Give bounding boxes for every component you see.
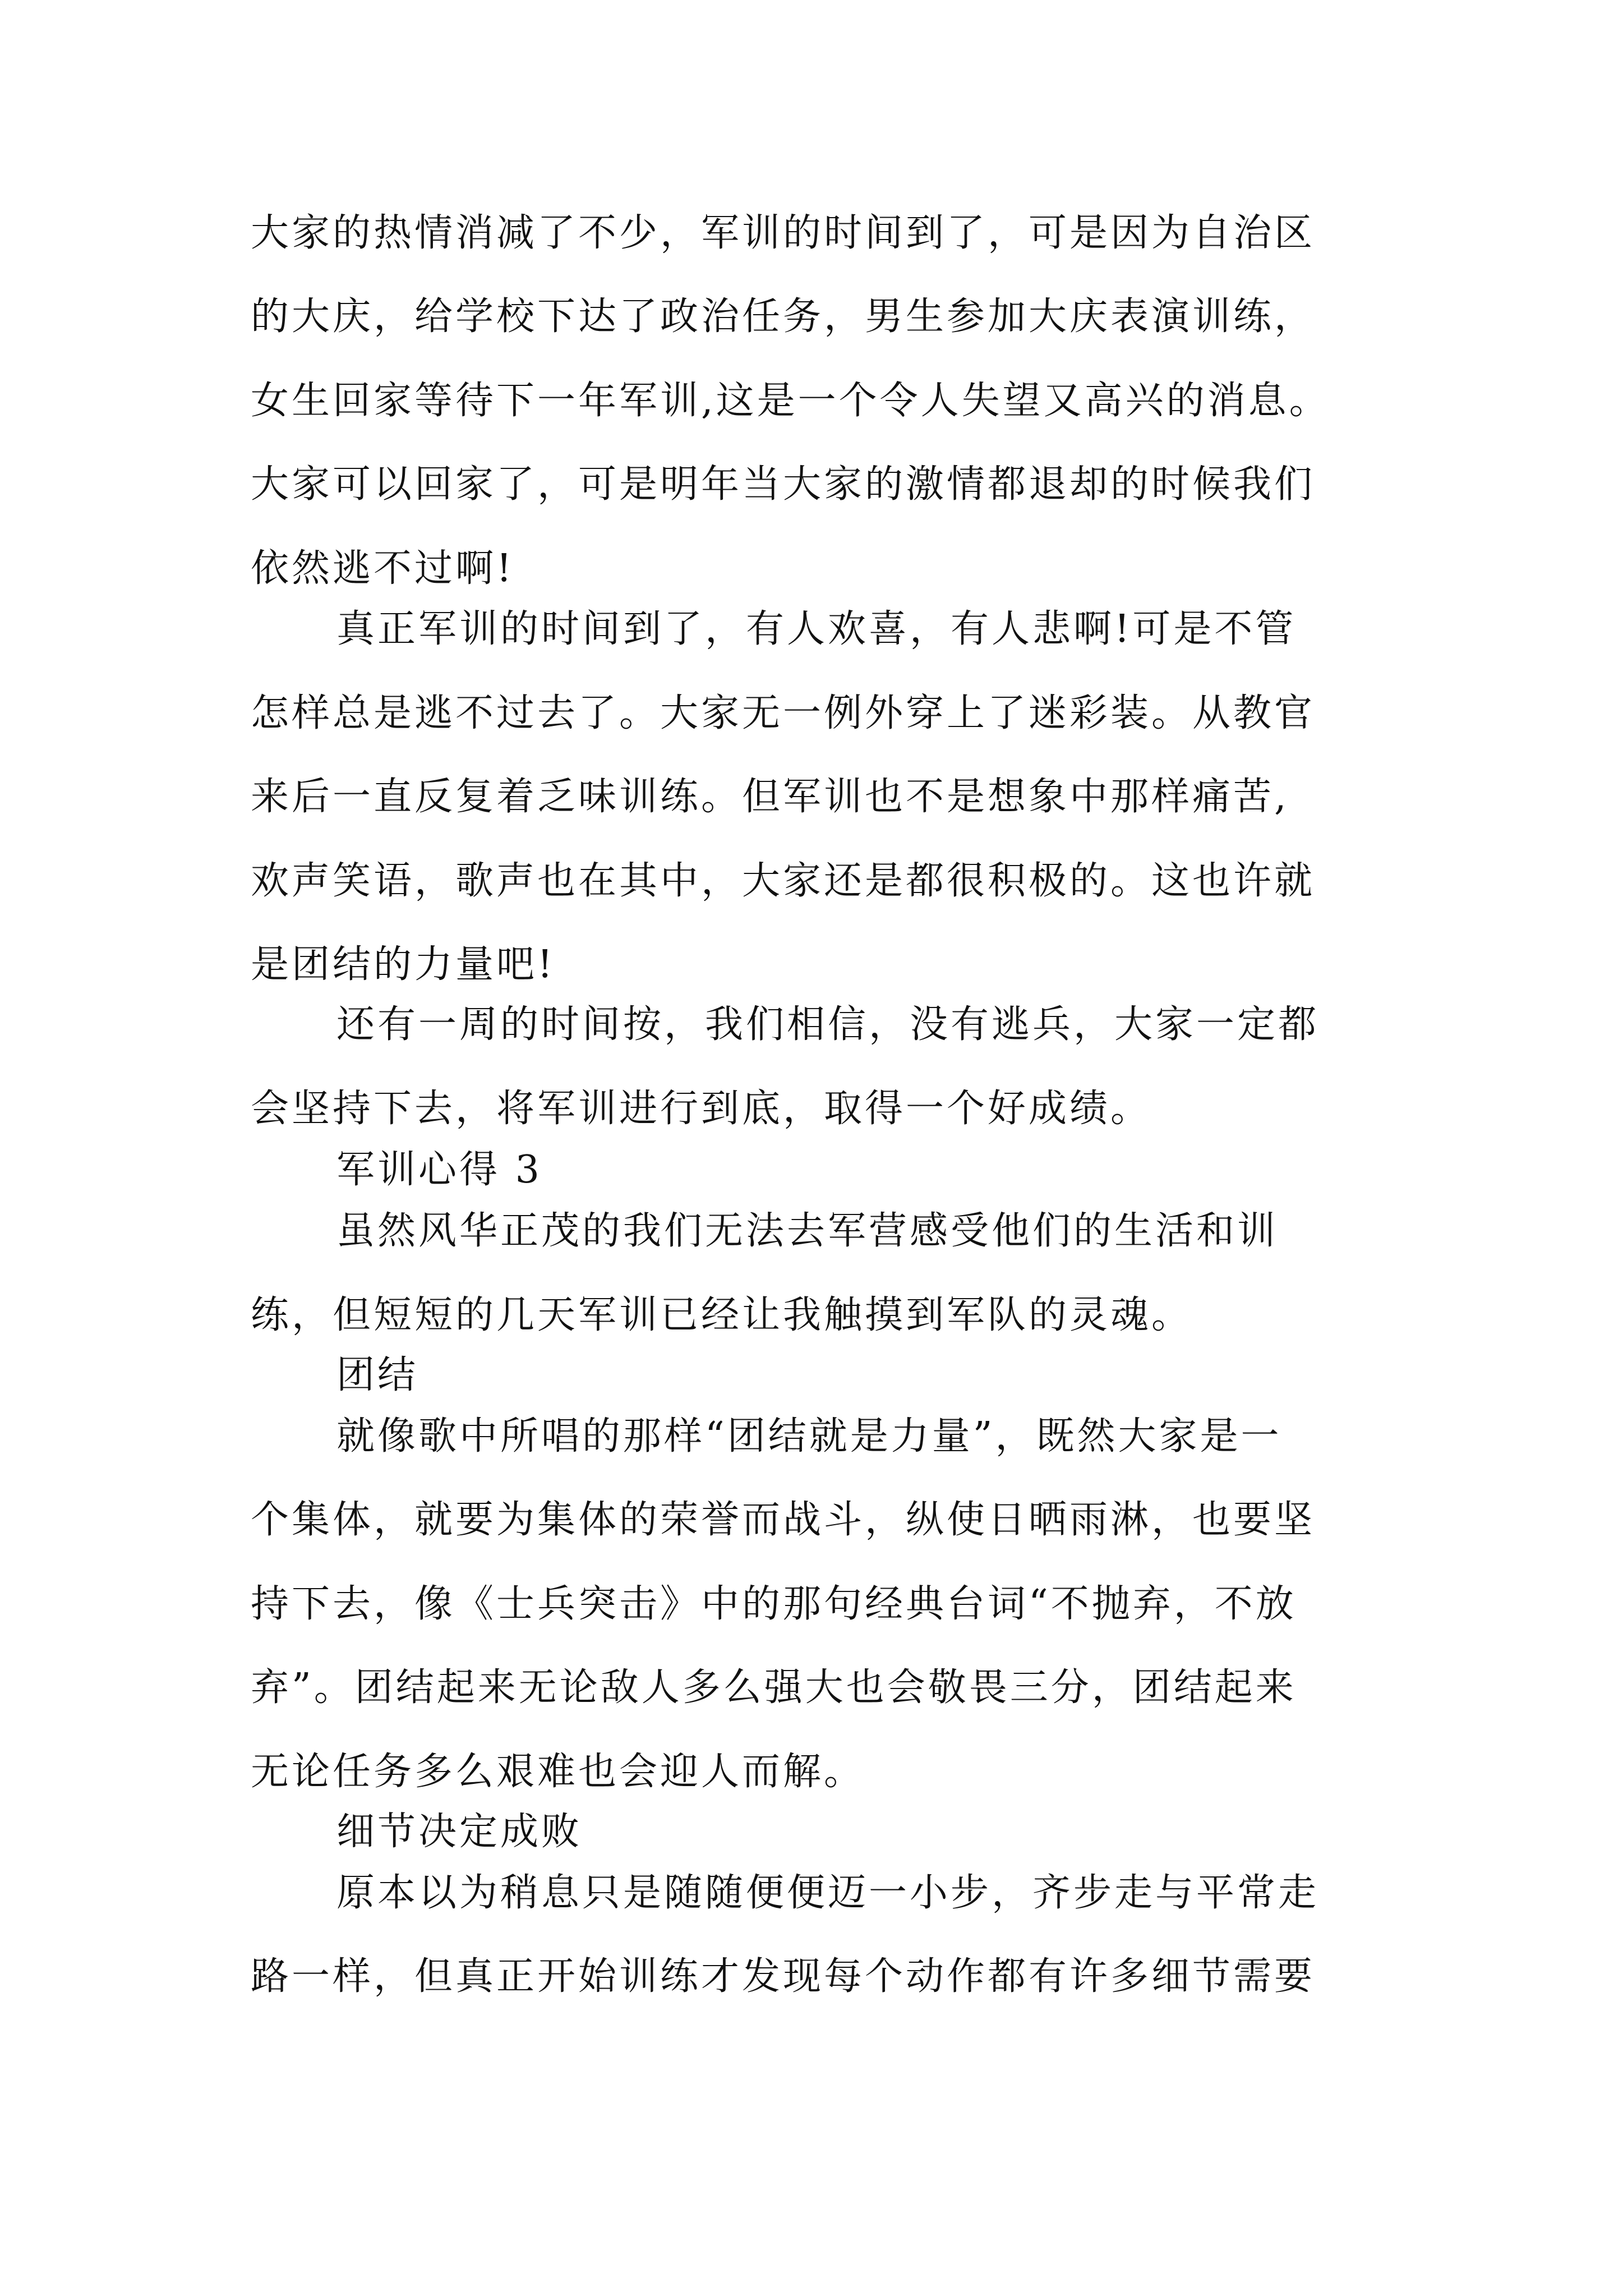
text-line: 女生回家等待下一年军训,这是一个令人失望又高兴的消息。 [251,379,1330,423]
paragraph-start-line: 原本以为稍息只是随随便便迈一小步，齐步走与平常走 [336,1871,1320,1915]
text-line: 欢声笑语，歌声也在其中，大家还是都很积极的。这也许就 [251,859,1316,903]
text-line: 无论任务多么艰难也会迎人而解。 [251,1750,865,1794]
text-line: 个集体，就要为集体的荣誉而战斗，纵使日晒雨淋，也要坚 [251,1498,1316,1542]
text-line: 弃”。团结起来无论敌人多么强大也会敬畏三分，团结起来 [251,1665,1297,1710]
text-line: 持下去，像《士兵突击》中的那句经典台词“不抛弃，不放 [251,1582,1297,1626]
text-line: 会坚持下去，将军训进行到底，取得一个好成绩。 [251,1087,1152,1131]
text-line: 依然逃不过啊! [251,546,515,591]
text-line: 怎样总是逃不过去了。大家无一例外穿上了迷彩装。从教官 [251,691,1316,735]
text-line: 练，但短短的几天军训已经让我触摸到军队的灵魂。 [251,1293,1193,1337]
text-line: 是团结的力量吧! [251,942,556,987]
text-line: 来后一直反复着乏味训练。但军训也不是想象中那样痛苦, [251,775,1289,819]
text-line: 的大庆，给学校下达了政治任务，男生参加大庆表演训练， [251,295,1316,339]
paragraph-start-line: 真正军训的时间到了，有人欢喜，有人悲啊!可是不管 [336,607,1297,651]
section-heading: 军训心得 3 [336,1148,542,1192]
subheading: 细节决定成败 [336,1810,583,1854]
text-line: 路一样，但真正开始训练才发现每个动作都有许多细节需要 [251,1954,1316,1999]
subheading: 团结 [336,1353,419,1397]
paragraph-start-line: 还有一周的时间按，我们相信，没有逃兵，大家一定都 [336,1002,1320,1047]
paragraph-start-line: 虽然风华正茂的我们无法去军营感受他们的生活和训 [336,1209,1279,1253]
text-line: 大家可以回家了，可是明年当大家的激情都退却的时候我们 [251,462,1316,507]
text-line: 大家的热情消减了不少，军训的时间到了，可是因为自治区 [251,211,1316,255]
paragraph-start-line: 就像歌中所唱的那样“团结就是力量”，既然大家是一 [336,1414,1282,1458]
